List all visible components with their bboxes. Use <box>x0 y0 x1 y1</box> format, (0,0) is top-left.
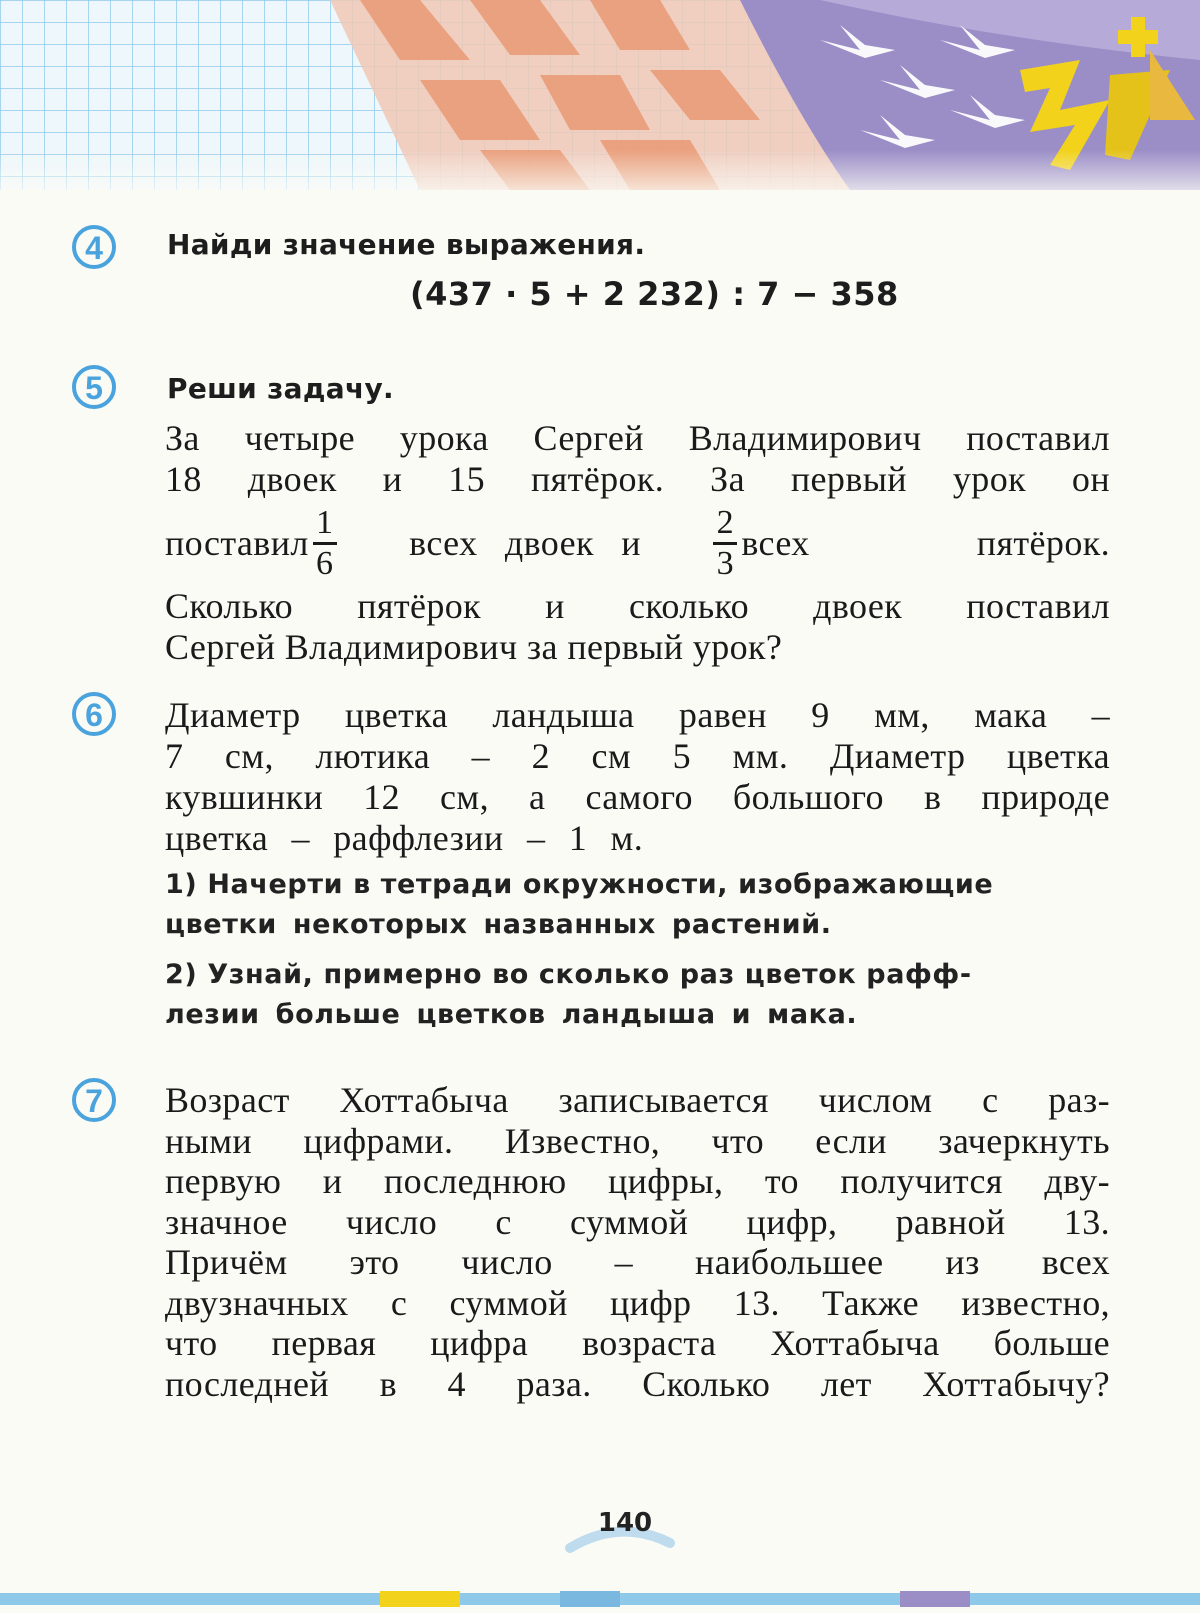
fraction-two-thirds <box>713 503 737 582</box>
text-line: что первая цифра возраста Хоттабыча больше <box>165 1323 1110 1363</box>
text-line: 18 двоек и 15 пятёрок. За первый урок он <box>165 459 1110 499</box>
text-fragment: всех пятёрок. <box>741 522 1111 563</box>
text-line: цветки некоторых названных растений. <box>165 909 832 940</box>
text-line: Причём это число – наибольшее из всех <box>165 1242 1110 1282</box>
fraction-numerator: 1 <box>316 503 334 541</box>
fraction-one-sixth <box>313 503 337 582</box>
task-instruction: Найди значение выражения. <box>167 228 646 261</box>
task-number-badge <box>72 1078 116 1122</box>
text-line-with-fractions <box>165 500 1110 586</box>
task-number: 4 <box>85 229 103 266</box>
text-line: ными цифрами. Известно, что если зачеркнуть <box>165 1120 1110 1161</box>
task-number: 7 <box>85 1082 103 1119</box>
task-text <box>165 695 1110 859</box>
task-number: 5 <box>85 369 103 406</box>
text-fragment: поставил <box>165 522 309 563</box>
text-line: кувшинки 12 см, а самого большого в природе <box>165 777 1110 817</box>
text-line: последней в 4 раза. Сколько лет Хоттабычу? <box>165 1363 1110 1404</box>
subtask-1 <box>165 865 1110 945</box>
fraction-denominator: 6 <box>316 544 334 582</box>
text-line: лезии больше цветков ландыша и мака. <box>165 999 858 1030</box>
text-line: двузначных с суммой цифр 13. Также известно, <box>165 1282 1110 1323</box>
text-fragment: всех двоек и <box>409 522 641 563</box>
task-text <box>165 418 1110 668</box>
task-number-badge <box>72 365 116 409</box>
text-line: За четыре урока Сергей Владимирович поставил <box>165 418 1110 458</box>
subtask-2 <box>165 955 1110 1035</box>
task-text <box>165 1080 1110 1404</box>
text-line: первую и последнюю цифры, то получится дву- <box>165 1161 1110 1201</box>
text-line: Сергей Владимирович за первый урок? <box>165 627 783 667</box>
header-illustration <box>0 0 1200 205</box>
task-number-badge <box>72 692 116 736</box>
task-number-badge <box>72 225 116 269</box>
task-instruction: Реши задачу. <box>167 372 394 405</box>
text-line: цветка – раффлезии – 1 м. <box>165 818 644 858</box>
text-line: 1) Начерти в тетради окружности, изображающие <box>165 869 994 900</box>
text-line: значное число с суммой цифр, равной 13. <box>165 1201 1110 1242</box>
text-line: Диаметр цветка ландыша равен 9 мм, мака – <box>165 695 1110 735</box>
fraction-numerator: 2 <box>716 503 735 541</box>
math-expression: (437 · 5 + 2 232) : 7 − 358 <box>410 275 899 313</box>
text-line: Возраст Хоттабыча записывается числом с раз- <box>165 1080 1110 1120</box>
bottom-decoration-strip <box>0 1585 1200 1613</box>
text-line: 2) Узнай, примерно во сколько раз цветок рафф- <box>165 959 972 990</box>
text-line: Сколько пятёрок и сколько двоек поставил <box>165 586 1110 626</box>
text-line: 7 см, лютика – 2 см 5 мм. Диаметр цветка <box>165 736 1110 776</box>
page-number: 140 <box>597 1508 653 1538</box>
task-number: 6 <box>85 696 103 733</box>
fraction-denominator: 3 <box>716 544 735 582</box>
